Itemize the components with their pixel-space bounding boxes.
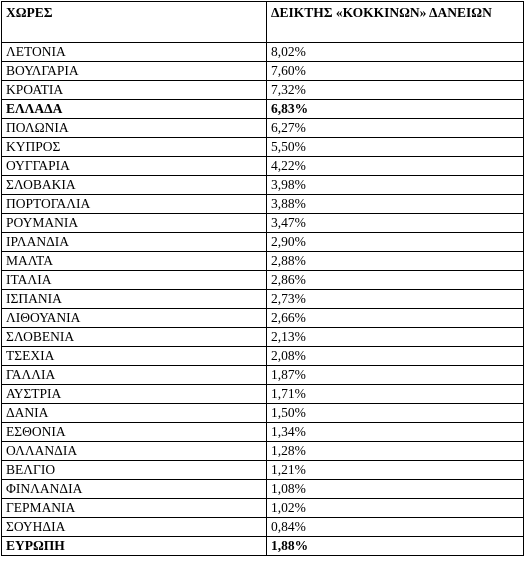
npl-value-cell: 2,08%: [267, 347, 524, 366]
country-cell: ΓΕΡΜΑΝΙΑ: [2, 499, 267, 518]
npl-value-cell: 2,86%: [267, 271, 524, 290]
npl-value-cell: 5,50%: [267, 138, 524, 157]
table-row: [2, 366, 524, 385]
country-cell: ΣΛΟΒΑΚΙΑ: [2, 176, 267, 195]
npl-value-cell: 2,13%: [267, 328, 524, 347]
table-row: [2, 423, 524, 442]
country-cell: ΚΡΟΑΤΙΑ: [2, 81, 267, 100]
country-cell: ΠΟΡΤΟΓΑΛΙΑ: [2, 195, 267, 214]
country-cell: ΤΣΕΧΙΑ: [2, 347, 267, 366]
table-row: [2, 385, 524, 404]
npl-value-cell: 1,28%: [267, 442, 524, 461]
table-row: [2, 442, 524, 461]
npl-value-cell: 1,34%: [267, 423, 524, 442]
header-countries: ΧΩΡΕΣ: [2, 2, 267, 43]
country-cell: ΕΣΘΟΝΙΑ: [2, 423, 267, 442]
table-row: [2, 290, 524, 309]
country-cell: ΕΥΡΩΠΗ: [2, 537, 267, 556]
table-row: [2, 499, 524, 518]
npl-value-cell: 7,32%: [267, 81, 524, 100]
country-cell: ΚΥΠΡΟΣ: [2, 138, 267, 157]
npl-value-cell: 0,84%: [267, 518, 524, 537]
table-row: [2, 271, 524, 290]
npl-value-cell: 1,50%: [267, 404, 524, 423]
country-cell: ΜΑΛΤΑ: [2, 252, 267, 271]
table-row: [2, 328, 524, 347]
table-row: [2, 233, 524, 252]
table-row: [2, 461, 524, 480]
country-cell: ΙΤΑΛΙΑ: [2, 271, 267, 290]
npl-value-cell: 2,90%: [267, 233, 524, 252]
npl-value-cell: 4,22%: [267, 157, 524, 176]
table-row: [2, 252, 524, 271]
npl-ratio-table: [1, 1, 524, 556]
npl-value-cell: 1,87%: [267, 366, 524, 385]
table-row: [2, 347, 524, 366]
npl-value-cell: 1,02%: [267, 499, 524, 518]
country-cell: ΟΥΓΓΑΡΙΑ: [2, 157, 267, 176]
table-row: [2, 214, 524, 233]
country-cell: ΠΟΛΩΝΙΑ: [2, 119, 267, 138]
table-row: [2, 518, 524, 537]
table-row: [2, 404, 524, 423]
country-cell: ΡΟΥΜΑΝΙΑ: [2, 214, 267, 233]
npl-value-cell: 6,27%: [267, 119, 524, 138]
country-cell: ΛΕΤΟΝΙΑ: [2, 43, 267, 62]
country-cell: ΣΛΟΒΕΝΙΑ: [2, 328, 267, 347]
table-row: [2, 100, 524, 119]
table-row: [2, 62, 524, 81]
table-header-row: [2, 2, 524, 43]
country-cell: ΒΟΥΛΓΑΡΙΑ: [2, 62, 267, 81]
npl-value-cell: 1,08%: [267, 480, 524, 499]
npl-value-cell: 1,88%: [267, 537, 524, 556]
npl-value-cell: 7,60%: [267, 62, 524, 81]
country-cell: ΟΛΛΑΝΔΙΑ: [2, 442, 267, 461]
npl-value-cell: 3,98%: [267, 176, 524, 195]
table-row: [2, 138, 524, 157]
npl-value-cell: 1,71%: [267, 385, 524, 404]
country-cell: ΣΟΥΗΔΙΑ: [2, 518, 267, 537]
table-row: [2, 119, 524, 138]
table-row: [2, 537, 524, 556]
country-cell: ΙΡΛΑΝΔΙΑ: [2, 233, 267, 252]
country-cell: ΒΕΛΓΙΟ: [2, 461, 267, 480]
table-row: [2, 81, 524, 100]
country-cell: ΓΑΛΛΙΑ: [2, 366, 267, 385]
country-cell: ΑΥΣΤΡΙΑ: [2, 385, 267, 404]
npl-value-cell: 3,88%: [267, 195, 524, 214]
table-body: [2, 43, 524, 556]
npl-value-cell: 3,47%: [267, 214, 524, 233]
table-row: [2, 480, 524, 499]
table-row: [2, 157, 524, 176]
country-cell: ΦΙΝΛΑΝΔΙΑ: [2, 480, 267, 499]
npl-value-cell: 2,73%: [267, 290, 524, 309]
table-row: [2, 43, 524, 62]
country-cell: ΙΣΠΑΝΙΑ: [2, 290, 267, 309]
npl-value-cell: 6,83%: [267, 100, 524, 119]
table-row: [2, 176, 524, 195]
country-cell: ΕΛΛΑΔΑ: [2, 100, 267, 119]
table-row: [2, 309, 524, 328]
npl-value-cell: 2,88%: [267, 252, 524, 271]
npl-value-cell: 2,66%: [267, 309, 524, 328]
table-row: [2, 195, 524, 214]
country-cell: ΛΙΘΟΥΑΝΙΑ: [2, 309, 267, 328]
header-npl-ratio: ΔΕΙΚΤΗΣ «ΚΟΚΚΙΝΩΝ» ΔΑΝΕΙΩΝ: [267, 2, 524, 43]
npl-value-cell: 8,02%: [267, 43, 524, 62]
country-cell: ΔΑΝΙΑ: [2, 404, 267, 423]
npl-value-cell: 1,21%: [267, 461, 524, 480]
